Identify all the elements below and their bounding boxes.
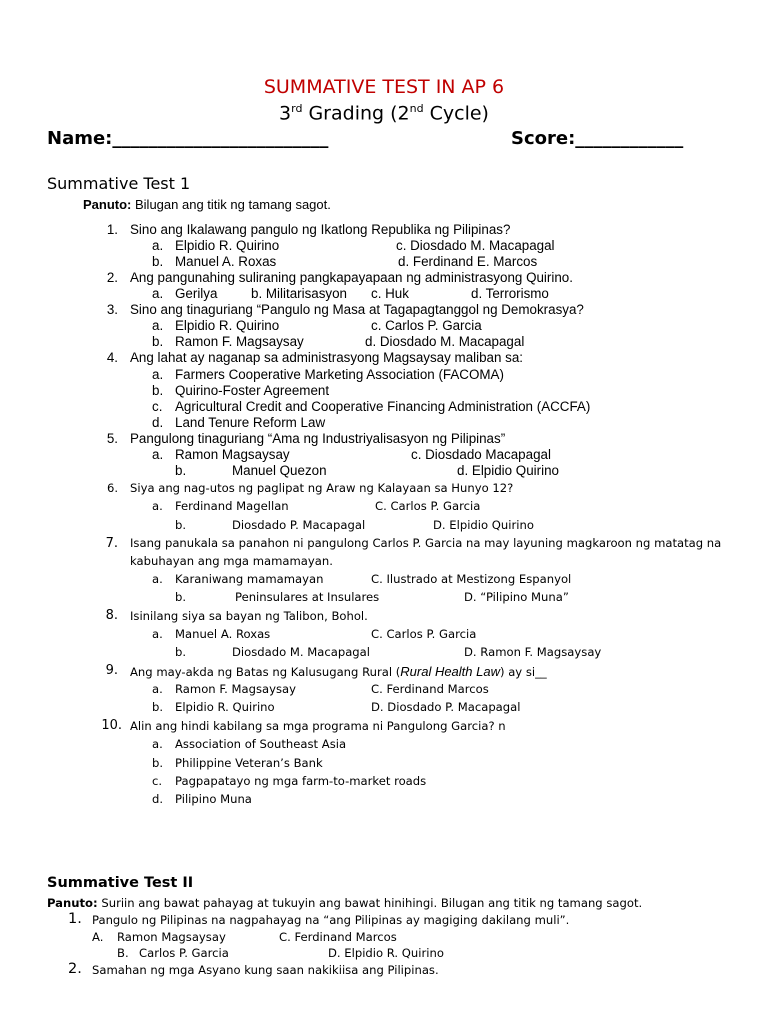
choice-text: C. Ilustrado at Mestizong Espanyol <box>371 572 572 586</box>
choice-letter: b. <box>152 254 164 269</box>
question-number: 2. <box>68 961 82 977</box>
question-text: Ang lahat ay naganap sa administrasyong Magsaysay maliban sa: <box>130 350 524 365</box>
choice-text: D. Ramon F. Magsaysay <box>464 645 602 659</box>
choice-letter: a. <box>152 238 164 253</box>
choice-text: Diosdado P. Macapagal <box>232 518 366 532</box>
test2-panuto-label: Panuto: <box>47 896 98 910</box>
cycle-superscript: nd <box>409 102 424 115</box>
choice-text: Ramon Magsaysay <box>117 930 226 944</box>
choice-text: d. Elpidio Quirino <box>457 463 559 478</box>
question-number: 8. <box>105 608 118 623</box>
choice-letter: a. <box>152 367 164 382</box>
choice-text: c. Diosdado Macapagal <box>411 447 551 462</box>
choice-letter: b. <box>152 334 164 349</box>
question-number: 10. <box>101 718 122 733</box>
test2-heading: Summative Test II <box>47 875 194 891</box>
choice-text: Karaniwang mamamayan <box>175 572 324 586</box>
choice-text: Pilipino Muna <box>175 792 252 806</box>
choice-text: d. Diosdado M. Macapagal <box>365 334 525 349</box>
choice-text: Ramon Magsaysay <box>175 447 290 462</box>
question-text-part: Ang may-akda ng Batas ng Kalusugang Rural ( <box>130 665 401 679</box>
choice-letter: a. <box>152 447 164 462</box>
choice-text: D. “Pilipino Muna” <box>464 590 569 604</box>
choice-letter: a. <box>152 737 163 751</box>
question-text: Sino ang Ikalawang pangulo ng Ikatlong Republika ng Pilipinas? <box>130 222 511 237</box>
choice-text: Manuel A. Roxas <box>175 254 277 269</box>
choice-letter: c. <box>152 774 163 788</box>
test2-instructions <box>47 896 642 910</box>
choice-text: Ramon F. Magsaysay <box>175 682 296 696</box>
choice-text: c. Diosdado M. Macapagal <box>396 238 555 253</box>
choice-text: c. Carlos P. Garcia <box>371 318 482 333</box>
choice-letter: b. <box>175 645 187 659</box>
grading-word: Grading (2 <box>302 102 410 125</box>
question-number: 1. <box>106 222 118 237</box>
grading-subtitle <box>0 102 768 124</box>
question-text: Samahan ng mga Asyano kung saan nakikiisa ang Pilipinas. <box>92 963 439 977</box>
choice-letter: a. <box>152 572 163 586</box>
choice-text: Manuel Quezon <box>232 463 327 478</box>
choice-letter: c. <box>152 399 163 414</box>
test1-panuto-text: Bilugan ang titik ng tamang sagot. <box>131 197 331 212</box>
question-text <box>130 664 547 679</box>
choice-text: D. Diosdado P. Macapagal <box>371 700 521 714</box>
question-number: 5. <box>106 431 118 446</box>
choice-text: C. Ferdinand Marcos <box>371 682 489 696</box>
choice-text: D. Elpidio R. Quirino <box>328 946 444 960</box>
question-text-continued: kabuhayan ang mga mamamayan. <box>130 554 333 568</box>
choice-letter: a. <box>152 318 164 333</box>
choice-text: Farmers Cooperative Marketing Association (FACOMA) <box>175 367 504 382</box>
choice-letter: a. <box>152 499 163 513</box>
grading-number: 3 <box>279 102 292 125</box>
choice-text: Ferdinand Magellan <box>175 499 289 513</box>
choice-letter: b. <box>152 756 164 770</box>
choice-text: d. Ferdinand E. Marcos <box>398 254 538 269</box>
choice-text: Diosdado M. Macapagal <box>232 645 370 659</box>
choice-text: b. Militarisasyon <box>251 286 347 301</box>
question-number: 7. <box>105 536 118 551</box>
choice-letter: a. <box>152 286 164 301</box>
choice-text: Agricultural Credit and Cooperative Financing Administration (ACCFA) <box>175 399 591 414</box>
test1-heading: Summative Test 1 <box>47 174 191 193</box>
question-number: 1. <box>68 911 82 927</box>
document-title: SUMMATIVE TEST IN AP 6 <box>263 76 505 98</box>
choice-letter: B. <box>117 946 129 960</box>
question-text-italic: Rural Health Law <box>400 664 500 679</box>
question-text: Isang panukala sa panahon ni pangulong Carlos P. Garcia na may layuning magkaroon ng matatag na <box>130 536 722 550</box>
question-number: 9. <box>105 663 118 678</box>
choice-text: Manuel A. Roxas <box>175 627 271 641</box>
question-text: Isinilang siya sa bayan ng Talibon, Bohol. <box>130 609 368 623</box>
choice-letter: b. <box>175 518 187 532</box>
question-text: Ang pangunahing suliraning pangkapayapaan ng administrasyong Quirino. <box>130 270 573 285</box>
choice-text: Peninsulares at Insulares <box>235 590 380 604</box>
question-text: Siya ang nag-utos ng paglipat ng Araw ng Kalayaan sa Hunyo 12? <box>130 481 514 495</box>
name-field-label: Name:________________________ <box>47 128 329 149</box>
choice-letter: a. <box>152 627 163 641</box>
choice-text: C. Ferdinand Marcos <box>279 930 397 944</box>
choice-letter: d. <box>152 415 164 430</box>
choice-text: Carlos P. Garcia <box>139 946 229 960</box>
choice-text: Association of Southeast Asia <box>175 737 347 751</box>
test1-instructions <box>83 197 331 212</box>
choice-text: c. Huk <box>371 286 409 301</box>
choice-letter: b. <box>152 700 164 714</box>
choice-text: D. Elpidio Quirino <box>433 518 534 532</box>
question-number: 3. <box>106 302 118 317</box>
question-text-part: ) ay si__ <box>499 665 547 679</box>
test1-panuto-label: Panuto: <box>83 197 132 212</box>
test2-panuto-text: Suriin ang bawat pahayag at tukuyin ang bawat hinihingi. Bilugan ang titik ng tamang sagot. <box>97 896 643 910</box>
choice-text: d. Terrorismo <box>471 286 549 301</box>
choice-letter: A. <box>92 930 104 944</box>
question-number: 6. <box>106 481 118 495</box>
question-text: Sino ang tinaguriang “Pangulo ng Masa at Tagapagtanggol ng Demokrasya? <box>130 302 584 317</box>
choice-text: Quirino-Foster Agreement <box>175 383 330 398</box>
choice-text: Elpidio R. Quirino <box>175 700 275 714</box>
question-text: Alin ang hindi kabilang sa mga programa ni Pangulong Garcia? n <box>130 719 506 733</box>
choice-text: Ramon F. Magsaysay <box>175 334 304 349</box>
choice-text: Elpidio R. Quirino <box>175 318 280 333</box>
choice-text: Land Tenure Reform Law <box>175 415 326 430</box>
choice-text: C. Carlos P. Garcia <box>375 499 481 513</box>
choice-text: Pagpapatayo ng mga farm-to-market roads <box>175 774 427 788</box>
choice-letter: b. <box>175 590 187 604</box>
choice-letter: a. <box>152 682 163 696</box>
cycle-word: Cycle) <box>423 102 489 125</box>
question-number: 2. <box>106 270 118 285</box>
choice-text: Elpidio R. Quirino <box>175 238 280 253</box>
question-text: Pangulong tinaguriang “Ama ng Industriyalisasyon ng Pilipinas” <box>130 431 506 446</box>
score-field-label: Score:____________ <box>511 128 684 149</box>
choice-letter: b. <box>152 383 164 398</box>
question-number: 4. <box>106 350 118 365</box>
choice-text: Philippine Veteran’s Bank <box>175 756 323 770</box>
choice-text: Gerilya <box>175 286 218 301</box>
choice-text: C. Carlos P. Garcia <box>371 627 477 641</box>
grading-superscript: rd <box>291 102 303 115</box>
choice-letter: d. <box>152 792 164 806</box>
choice-letter: b. <box>175 463 187 478</box>
question-text: Pangulo ng Pilipinas na nagpahayag na “ang Pilipinas ay magiging dakilang muli”. <box>92 913 570 927</box>
